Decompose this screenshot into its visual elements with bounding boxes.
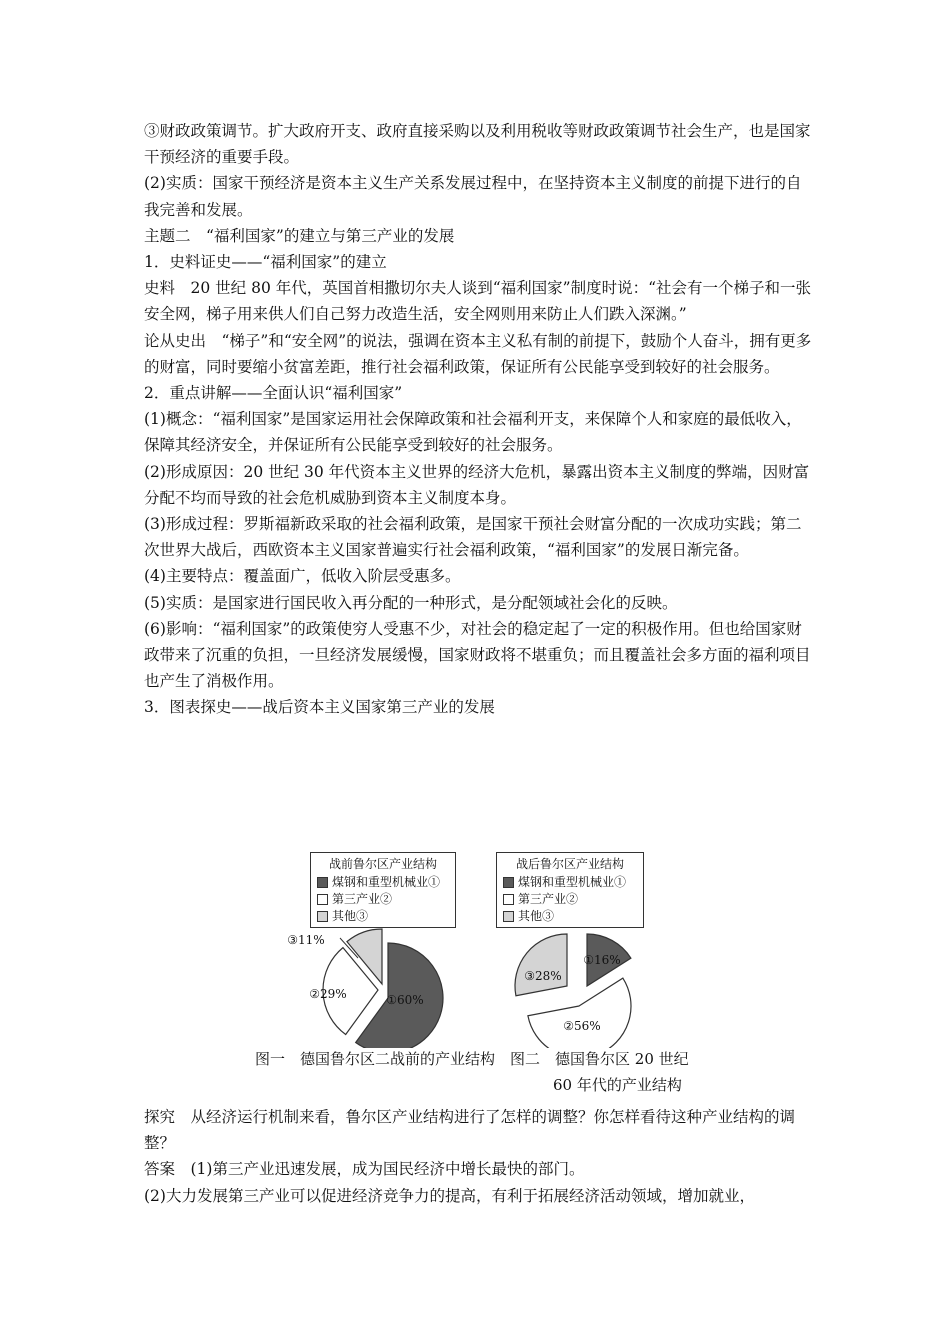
legend-postwar-label-2: 第三产业② xyxy=(518,892,579,906)
paragraph-causes: (2)形成原因：20 世纪 30 年代资本主义世界的经济大危机，暴露出资本主义制度的弊端，因财富分配不均而导致的社会危机威胁到资本主义制度本身。 xyxy=(144,462,810,507)
paragraph-features: (4)主要特点：覆盖面广，低收入阶层受惠多。 xyxy=(144,567,461,586)
figure-caption-line-2: 60 年代的产业结构 xyxy=(553,1076,682,1094)
subheading-chart-exploration: 3．图表探史——战后资本主义国家第三产业的发展 xyxy=(144,698,495,717)
legend-prewar-label-3: 其他③ xyxy=(332,909,369,923)
paragraph-essence: (2)实质：国家干预经济是资本主义生产关系发展过程中，在坚持资本主义制度的前提下进行的自我完善和发展。 xyxy=(144,174,802,219)
paragraph-answer-1: 答案 (1)第三产业迅速发展，成为国民经济中增长最快的部门。 xyxy=(144,1160,585,1179)
pie-slice-2-3 xyxy=(515,934,567,996)
pie-chart-postwar xyxy=(515,934,631,1048)
paragraph-exploration-question: 探究 从经济运行机制来看，鲁尔区产业结构进行了怎样的调整？你怎样看待这种产业结构的调整？ xyxy=(144,1108,796,1153)
pie-chart-prewar xyxy=(287,929,443,1048)
paragraph-answer-2: (2)大力发展第三产业可以促进经济竞争力的提高，有利于拓展经济活动领域，增加就业， xyxy=(144,1186,755,1205)
paragraph-concept: (1)概念：“福利国家”是国家运用社会保障政策和社会福利开支，来保障个人和家庭的最低收入，保障其经济安全，并保证所有公民能享受到较好的社会服务。 xyxy=(144,410,802,455)
section-heading-theme-two: 主题二 “福利国家”的建立与第三产业的发展 xyxy=(144,226,455,245)
paragraph-source-material: 史料 20 世纪 80 年代，英国首相撒切尔夫人谈到“福利国家”制度时说：“社会有一个梯子和一张安全网，梯子用来供人们自己努力改造生活，安全网则用来防止人们跌入深渊。” xyxy=(144,279,812,324)
paragraph-conclusion: 论从史出 “梯子”和“安全网”的说法，强调在资本主义私有制的前提下，鼓励个人奋斗，拥有更多的财富，同时要缩小贫富差距，推行社会福利政策，保证所有公民能享受到较好的社会服务。 xyxy=(144,331,812,376)
figure-caption-line-1: 图一 德国鲁尔区二战前的产业结构 图二 德国鲁尔区 20 世纪 xyxy=(255,1050,689,1068)
pie-label-2-2: ②56% xyxy=(563,1019,601,1033)
pie-label-2-3: ③28% xyxy=(524,969,562,983)
pie-charts-svg xyxy=(144,848,816,1048)
document-body xyxy=(144,118,816,721)
paragraph-fiscal-policy: ③财政政策调节。扩大政府开支、政府直接采购以及利用税收等财政政策调节社会生产，也是国家干预经济的重要手段。 xyxy=(144,122,811,167)
legend-prewar-label-2: 第三产业② xyxy=(332,892,393,906)
figure-industry-structure xyxy=(144,848,816,1078)
legend-prewar-label-1: 煤钢和重型机械业① xyxy=(332,875,441,889)
legend-postwar-title: 战后鲁尔区产业结构 xyxy=(515,857,624,871)
legend-prewar-title: 战前鲁尔区产业结构 xyxy=(328,857,437,871)
legend-postwar-label-3: 其他③ xyxy=(518,909,555,923)
legend-postwar-label-1: 煤钢和重型机械业① xyxy=(518,875,627,889)
paragraph-process: (3)形成过程：罗斯福新政采取的社会福利政策，是国家干预社会财富分配的一次成功实践；第二次世界大战后，西欧资本主义国家普遍实行社会福利政策，“福利国家”的发展日渐完备。 xyxy=(144,515,802,560)
pie-label-1-1: ①60% xyxy=(386,993,424,1007)
document-body-after-figure xyxy=(144,1104,816,1209)
pie-label-1-2: ②29% xyxy=(309,987,347,1001)
pie-label-1-3: ③11% xyxy=(287,933,325,947)
subheading-key-explanation: 2．重点讲解——全面认识“福利国家” xyxy=(144,384,403,403)
pie-label-2-1: ①16% xyxy=(583,953,621,967)
paragraph-nature: (5)实质：是国家进行国民收入再分配的一种形式，是分配领域社会化的反映。 xyxy=(144,593,678,612)
subheading-historical-evidence: 1．史料证史——“福利国家”的建立 xyxy=(144,253,387,272)
paragraph-impact: (6)影响：“福利国家”的政策使穷人受惠不少，对社会的稳定起了一定的积极作用。但也给国家财政带来了沉重的负担，一旦经济发展缓慢，国家财政将不堪重负；而且覆盖社会多方面的福利项目也产生了消极作用。 xyxy=(144,619,811,691)
